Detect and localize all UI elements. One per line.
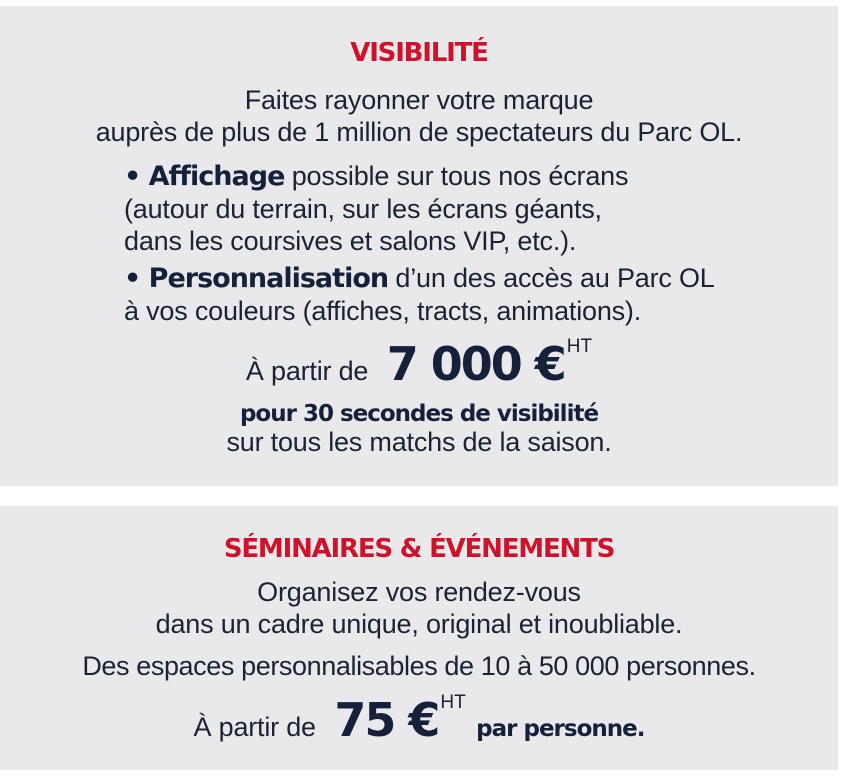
bullet-affichage-bold: • Affichage (124, 161, 285, 192)
bullet-personnalisation-rest: d’un des accès au Parc OL (388, 263, 715, 293)
bullet-affichage-line-2: (autour du terrain, sur les écrans géants, (124, 194, 602, 224)
events-capacity: Des espaces personnalisables de 10 à 50 000 personnes. (82, 651, 756, 681)
events-price (0, 692, 838, 747)
visibility-intro-line-1: Faites rayonner votre marque (244, 85, 594, 115)
events-price-unit: par personne. (476, 716, 645, 742)
bullet-personnalisation-bold: • Personnalisation (124, 263, 389, 294)
bullet-personnalisation-line-1 (124, 262, 715, 295)
visibility-panel (0, 6, 838, 486)
visibility-detail-line-2: sur tous les matchs de la saison. (226, 427, 612, 457)
visibility-intro-line-2: auprès de plus de 1 million de spectateurs du Parc OL. (95, 117, 743, 147)
events-panel (0, 506, 838, 770)
events-intro-line-2: dans un cadre unique, original et inoubliable. (155, 609, 683, 639)
bullet-affichage-rest: possible sur tous nos écrans (284, 161, 629, 191)
bullet-affichage (124, 160, 628, 257)
events-intro-line-1: Organisez vos rendez-vous (257, 577, 581, 607)
events-heading: SÉMINAIRES & ÉVÉNEMENTS (223, 534, 615, 564)
visibility-price-ht: HT (566, 336, 593, 357)
visibility-heading: VISIBILITÉ (350, 38, 488, 68)
visibility-price-prefix: À partir de (245, 356, 369, 386)
visibility-price-value: 7 000 € (386, 337, 565, 391)
bullet-personnalisation (124, 262, 715, 327)
events-price-value: 75 € (334, 693, 439, 747)
visibility-detail-bold: pour 30 secondes de visibilité (239, 401, 599, 427)
events-price-prefix: À partir de (193, 712, 316, 742)
visibility-price (0, 336, 838, 391)
bullet-affichage-line-1 (124, 160, 628, 193)
bullet-affichage-line-3: dans les coursives et salons VIP, etc.). (124, 226, 577, 256)
events-price-ht: HT (440, 692, 466, 713)
bullet-personnalisation-line-2: à vos couleurs (affiches, tracts, animations). (124, 296, 642, 326)
